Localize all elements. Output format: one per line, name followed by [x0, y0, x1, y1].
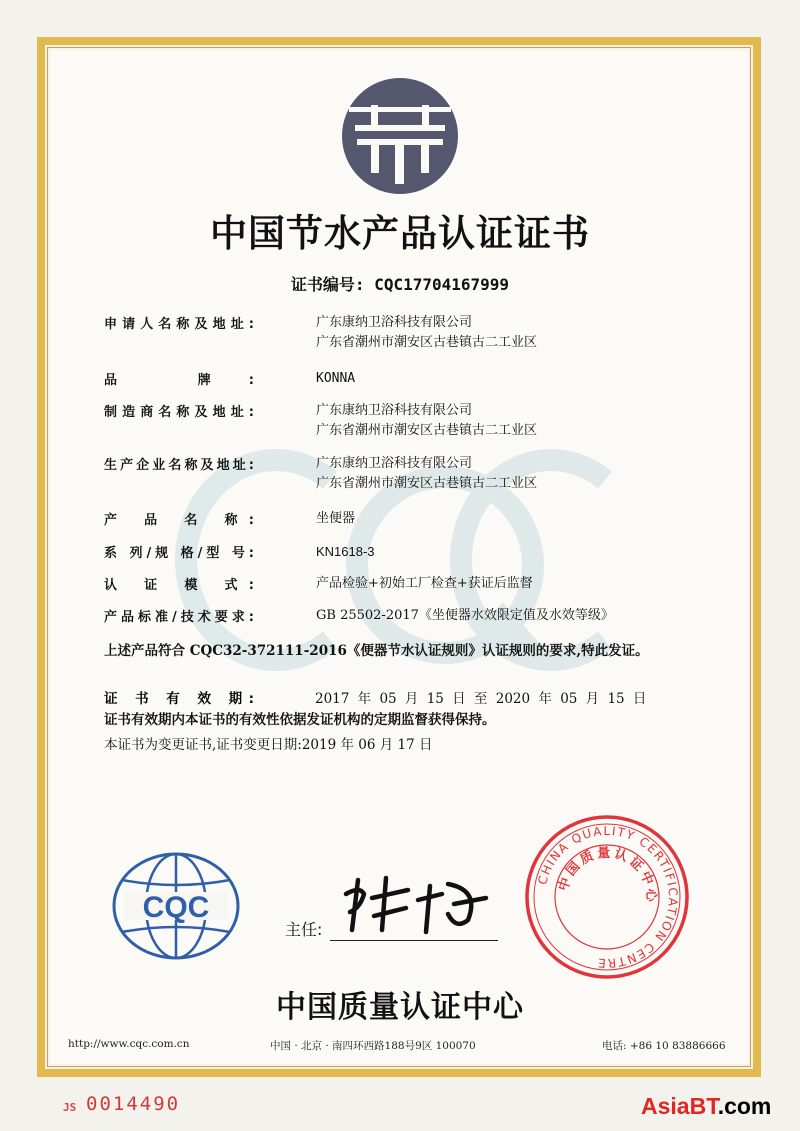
- field-label: 制造商名称及地址:: [104, 405, 254, 420]
- serial-prefix: JS: [63, 1101, 77, 1114]
- cqc-logo-text: CQC: [142, 891, 210, 924]
- field-label: 生产企业名称及地址:: [104, 458, 254, 473]
- change-note: 本证书为变更证书,证书变更日期:2019 年 06 月 17 日: [104, 737, 433, 753]
- field-value-line: 广东康纳卫浴科技有限公司: [316, 315, 473, 330]
- field-value-line: 广东康纳卫浴科技有限公司: [316, 456, 473, 471]
- cqc-globe-logo: [112, 852, 240, 960]
- site-watermark: [641, 1093, 771, 1120]
- footer-website: http://www.cqc.com.cn: [68, 1038, 190, 1050]
- field-value-line: 坐便器: [316, 511, 356, 526]
- official-red-seal: [522, 812, 692, 982]
- field-value-line: KONNA: [316, 371, 356, 386]
- water-saving-emblem: [341, 77, 459, 195]
- director-label: 主任:: [285, 920, 323, 939]
- field-label: 认 证 模 式:: [104, 578, 254, 593]
- validity-note: 证书有效期内本证书的有效性依据发证机构的定期监督获得保持。: [104, 712, 496, 728]
- seal-english-text: CHINA QUALITY CERTIFICATION CENTRE: [535, 823, 681, 971]
- field-value-line: 广东省潮州市潮安区古巷镇古二工业区: [316, 423, 538, 438]
- field-value-line: 广东省潮州市潮安区古巷镇古二工业区: [316, 335, 538, 350]
- field-value-line: 产品检验+初始工厂检查+获证后监督: [316, 576, 533, 591]
- director-signature: [330, 860, 500, 940]
- field-label: 系 列/规 格/型 号:: [104, 546, 254, 561]
- seal-chinese-text: 中国质量认证中心: [556, 845, 659, 905]
- field-label: 申请人名称及地址:: [104, 317, 254, 332]
- footer-phone: 电话: +86 10 83886666: [602, 1040, 726, 1052]
- validity-label: 证 书 有 效 期:: [104, 691, 254, 707]
- conformity-statement: 上述产品符合 CQC32-372111-2016《便器节水认证规则》认证规则的要求,特此发证。: [104, 643, 649, 659]
- field-value-line: KN1618-3: [316, 544, 375, 559]
- field-value-line: 广东康纳卫浴科技有限公司: [316, 403, 473, 418]
- footer-address: 中国 · 北京 · 南四环西路188号9区 100070: [270, 1040, 476, 1052]
- field-value-line: 广东省潮州市潮安区古巷镇古二工业区: [316, 476, 538, 491]
- serial-number: 0014490: [86, 1093, 181, 1115]
- issuing-organization: 中国质量认证中心: [276, 990, 524, 1025]
- site-watermark-part2: .com: [717, 1093, 772, 1119]
- site-watermark-part1: AsiaBT: [641, 1093, 718, 1119]
- certificate-number: 证书编号: CQC17704167999: [290, 275, 510, 294]
- field-label: 产 品 名 称:: [104, 513, 254, 528]
- validity-value: 2017 年 05 月 15 日 至 2020 年 05 月 15 日: [315, 691, 647, 707]
- certificate-title: 中国节水产品认证证书: [210, 212, 590, 255]
- field-label: 品 牌:: [104, 373, 254, 388]
- field-value-line: GB 25502-2017《坐便器水效限定值及水效等级》: [316, 608, 614, 623]
- signature-line: [330, 940, 498, 941]
- field-label: 产品标准/技术要求:: [104, 610, 254, 625]
- svg-text:中国质量认证中心: [555, 845, 659, 905]
